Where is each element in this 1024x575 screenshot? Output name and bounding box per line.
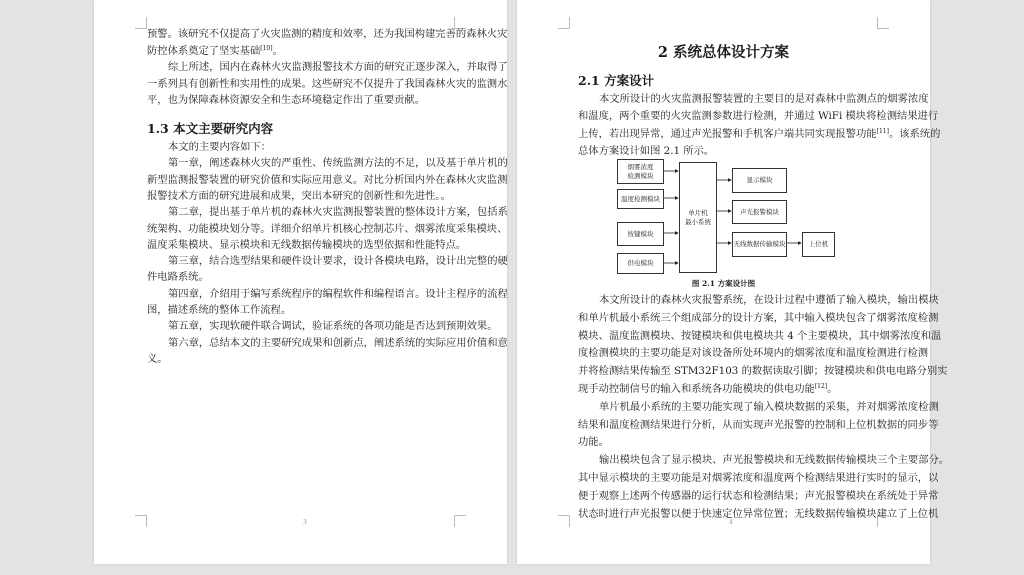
paragraph-line: 一系列具有创新性和实用性的成果。这些研究不仅提升了我国森林火灾的监测水	[147, 77, 508, 90]
paragraph-line: 便于观察上述两个传感器的运行状态和检测结果；声光报警模块在系统处于异常	[578, 489, 939, 502]
paragraph-line: 第二章，提出基于单片机的森林火灾监测报警装置的整体设计方案，包括系	[168, 206, 508, 219]
paragraph-line: 第六章，总结本文的主要研究成果和创新点，阐述系统的实际应用价值和意	[168, 336, 508, 349]
mcu-box: 单片机 最小系统	[679, 162, 717, 273]
paragraph-line: 件电路系统。	[147, 271, 209, 284]
paragraph-line: 并将检测结果传输至 STM32F103 的数据读取引脚；按键模块和供电电路分别实	[578, 365, 948, 378]
paragraph-line: 新型监测报警装置的研究价值和实际应用意义。对比分析国内外在森林火灾监测	[147, 173, 508, 186]
smoke-sensor-module-box: 烟雾浓度 检测模块	[617, 159, 664, 184]
figure-caption: 图 2.1 方案设计图	[691, 279, 756, 288]
paragraph-line: 本文所设计的火灾监测报警装置的主要目的是对森林中监测点的烟雾浓度	[599, 93, 929, 105]
paragraph-line: 统架构、功能模块划分等。详细介绍单片机核心控制芯片、烟雾浓度采集模块、	[147, 222, 508, 235]
paragraph-line: 现手动控制信号的输入和系统各功能模块的供电功能[12]。	[578, 383, 838, 395]
wireless-module-box: 无线数据传输模块	[732, 232, 787, 257]
alarm-module-box: 声光报警模块	[732, 200, 787, 224]
display-module-box: 显示模块	[732, 168, 787, 193]
page-number: 4	[729, 519, 733, 526]
citation: [10]	[260, 44, 273, 52]
paragraph-line: 单片机最小系统的主要功能实现了输入模块数据的采集，并对烟雾浓度检测	[599, 400, 939, 413]
paragraph-line: 义。	[147, 352, 168, 365]
paragraph-line: 模块、温度监测模块、按键模块和供电模块共 4 个主要模块，其中烟雾浓度和温	[578, 329, 942, 342]
host-computer-box: 上位机	[802, 232, 835, 257]
paragraph-line: 预警。该研究不仅提高了火灾监测的精度和效率，还为我国构建完善的森林火灾	[147, 28, 508, 40]
temperature-module-box: 温度检测模块	[617, 189, 664, 209]
paragraph-line: 结果和温度检测结果进行分析，从而实现声光报警的控制和上位机数据的同步等	[578, 418, 939, 431]
paragraph-line: 报警技术方面的研究进展和成果，突出本研究的创新性和先进性。。	[147, 189, 451, 202]
paragraph-line: 第一章，阐述森林火灾的严重性、传统监测方法的不足，以及基于单片机的	[168, 157, 508, 170]
margin-mark	[135, 17, 147, 29]
citation: [12]	[814, 383, 828, 390]
paragraph-line: 平，也为保障森林资源安全和生态环境稳定作出了重要贡献。	[147, 94, 426, 106]
paragraph-line: 度检测模块的主要功能是对该设备所处环境内的烟雾浓度和温度检测进行检测	[578, 347, 929, 360]
paragraph-line: 和温度，两个重要的火灾监测参数进行检测，并通过 WiFi 模块将检测结果进行	[578, 110, 939, 123]
margin-mark	[558, 515, 570, 527]
paragraph-line: 和单片机最小系统三个组成部分的设计方案，其中输入模块包含了烟雾浓度检测	[578, 311, 939, 324]
paragraph-line: 本文的主要内容如下：	[168, 141, 271, 153]
margin-mark	[454, 515, 466, 527]
paragraph-line: 上传，若出现异常，通过声光报警和手机客户端共同实现报警功能[11]。该系统的	[578, 127, 941, 140]
paragraph-line: 第五章，实现软硬件联合调试，验证系统的各项功能是否达到预期效果。	[168, 320, 498, 333]
section-heading: 1.3 本文主要研究内容	[147, 121, 274, 136]
paragraph-line: 温度采集模块、显示模块和无线数据传输模块的选型依据和性能特点。	[147, 238, 467, 251]
paragraph-line: 状态时进行声光报警以便于快速定位异常位置；无线数据传输模块建立了上位机	[578, 507, 939, 520]
citation: [11]	[876, 127, 889, 135]
paragraph-line: 总体方案设计如图 2.1 所示。	[578, 144, 715, 157]
document-page-3	[94, 0, 507, 564]
margin-mark	[135, 515, 147, 527]
paragraph-line: 防控体系奠定了坚实基础[10]。	[147, 44, 283, 57]
paragraph-line: 输出模块包含了显示模块、声光报警模块和无线数据传输模块三个主要部分。	[599, 454, 950, 467]
paragraph-line: 综上所述，国内在森林火灾监测报警技术方面的研究正逐步深入，并取得了	[168, 61, 508, 73]
section-heading: 2.1 方案设计	[578, 73, 655, 88]
paragraph-line: 图，描述系统的整体工作流程。	[147, 304, 292, 316]
document-page-4	[517, 0, 950, 564]
paragraph-line: 本文所设计的森林火灾报警系统，在设计过程中遵循了输入模块，输出模块	[599, 294, 939, 306]
page-number: 3	[303, 519, 307, 526]
paragraph-line: 第四章，介绍用于编写系统程序的编程软件和编程语言。设计主程序的流程	[168, 287, 508, 300]
power-module-box: 供电模块	[617, 253, 664, 274]
paragraph-line: 其中显示模块的主要功能是对烟雾浓度和温度两个检测结果进行实时的显示，以	[578, 472, 939, 484]
key-module-box: 按键模块	[617, 222, 664, 246]
chapter-title: 2 系统总体设计方案	[657, 44, 790, 61]
paragraph-line: 第三章，结合选型结果和硬件设计要求，设计各模块电路，设计出完整的硬	[168, 255, 508, 268]
paragraph-line: 功能。	[578, 436, 609, 449]
